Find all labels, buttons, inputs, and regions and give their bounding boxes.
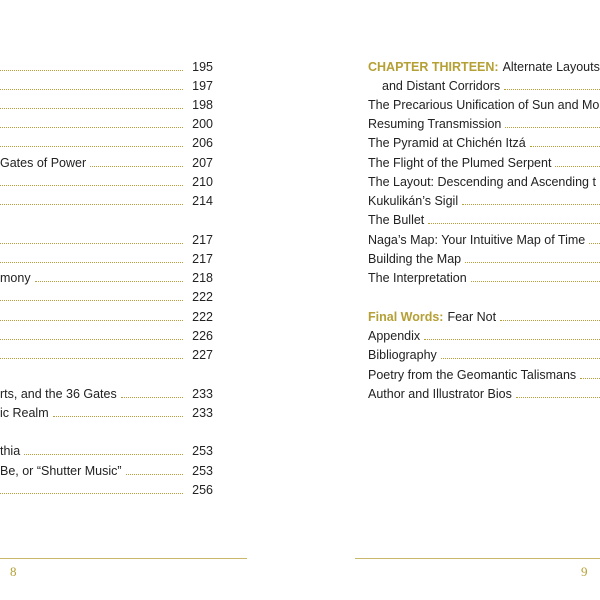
leader-dots [504,89,600,90]
toc-entry-page-number: 233 [192,406,213,420]
toc-entry-page-number: 222 [192,290,213,304]
leader-dots [0,108,183,109]
toc-entry-title: rts, and the 36 Gates [0,387,117,401]
toc-entry [368,269,600,288]
chapter-title: Alternate Layouts [502,60,600,74]
final-words-label: Final Words: [368,310,444,324]
toc-entry-page-number: 200 [192,117,213,131]
leader-dots [0,185,183,186]
toc-entry-title: The Precarious Unification of Sun and Mo [368,98,600,112]
leader-dots [505,127,600,128]
chapter-title-line2: and Distant Corridors [382,77,600,96]
toc-entry-page-number: 256 [192,483,213,497]
final-words-entry [368,308,600,327]
toc-entry [0,115,213,134]
toc-entry-page-number: 198 [192,98,213,112]
toc-entry [0,231,213,250]
left-page-number: 8 [10,564,17,579]
left-footer-rule [0,558,247,559]
toc-entry [0,288,213,307]
toc-entry [0,269,213,288]
leader-dots [428,223,600,224]
toc-entry-title: Gates of Power [0,156,87,170]
toc-entry-page-number: 217 [192,252,213,266]
toc-entry [0,134,213,153]
toc-entry [368,115,600,134]
toc-entry-title: ic Realm [0,406,49,420]
toc-entry [368,134,600,153]
toc-entry-title: The Interpretation [368,271,467,285]
leader-dots [441,358,600,359]
leader-dots [0,243,183,244]
leader-dots [126,474,183,475]
back-matter-entry [368,385,600,404]
toc-entry-title: The Layout: Descending and Ascending t [368,175,596,189]
leader-dots [35,281,183,282]
toc-entry-page-number: 197 [192,79,213,93]
toc-entry-title: Kukulikán’s Sigil [368,194,459,208]
right-page-number: 9 [581,564,588,579]
toc-entry [0,404,213,423]
toc-entry-page-number: 227 [192,348,213,362]
back-matter-entry-title: Poetry from the Geomantic Talismans [368,368,577,382]
toc-entry-page-number: 233 [192,387,213,401]
leader-dots [530,146,600,147]
leader-dots [465,262,600,263]
toc-entry-page-number: 253 [192,444,213,458]
toc-entry-page-number: 253 [192,464,213,478]
toc-entry-page-number: 218 [192,271,213,285]
toc-entry-page-number: 217 [192,233,213,247]
toc-entry [368,231,600,250]
leader-dots [0,127,183,128]
toc-entry-title: Be, or “Shutter Music” [0,464,122,478]
toc-entry [0,77,213,96]
toc-entry [0,96,213,115]
toc-entry-page-number: 222 [192,310,213,324]
toc-entry-title: The Pyramid at Chichén Itzá [368,136,526,150]
leader-dots [424,339,600,340]
leader-dots [0,70,183,71]
leader-dots [53,416,183,417]
toc-entry-page-number: 207 [192,156,213,170]
toc-entry [0,154,213,173]
toc-entry-title: Naga’s Map: Your Intuitive Map of Time [368,233,586,247]
toc-entry [368,173,600,192]
back-matter-entry-title: Appendix [368,329,421,343]
leader-dots [0,493,183,494]
leader-dots [471,281,600,282]
toc-entry-page-number: 195 [192,60,213,74]
leader-dots [589,243,600,244]
toc-entry-title: mony [0,271,31,285]
toc-entry [0,481,213,500]
toc-entry [368,250,600,269]
leader-dots [0,320,183,321]
leader-dots [0,300,183,301]
toc-entry-title: thia [0,444,21,458]
leader-dots [0,204,183,205]
leader-dots [462,204,600,205]
toc-entry [368,154,600,173]
toc-entry [0,327,213,346]
toc-entry-page-number: 214 [192,194,213,208]
leader-dots [0,146,183,147]
back-matter-entry [368,327,600,346]
chapter-label: CHAPTER THIRTEEN: [368,60,499,74]
final-words-title: Fear Not [447,310,497,324]
left-page [0,0,290,600]
toc-entry-page-number: 226 [192,329,213,343]
toc-entry [0,58,213,77]
leader-dots [580,378,600,379]
toc-entry [368,211,600,230]
toc-entry-title: The Bullet [368,213,425,227]
leader-dots [90,166,183,167]
toc-entry-title: Resuming Transmission [368,117,502,131]
toc-entry [0,192,213,211]
toc-entry [0,385,213,404]
back-matter-entry-title: Author and Illustrator Bios [368,387,512,401]
leader-dots [0,89,183,90]
back-matter-entry-title: Bibliography [368,348,437,362]
leader-dots [0,339,183,340]
leader-dots [516,397,600,398]
toc-entry [0,346,213,365]
right-footer-rule [355,558,600,559]
leader-dots [0,358,183,359]
toc-entry [0,308,213,327]
chapter-heading [368,58,600,77]
right-page [300,0,600,600]
back-matter-entry [368,346,600,365]
toc-entry-title: The Flight of the Plumed Serpent [368,156,552,170]
toc-entry [368,192,600,211]
leader-dots [121,397,183,398]
back-matter-entry [368,366,600,385]
leader-dots [24,454,183,455]
toc-entry [368,96,600,115]
toc-entry [0,462,213,481]
toc-entry [0,442,213,461]
leader-dots [500,320,600,321]
leader-dots [0,262,183,263]
toc-entry [0,173,213,192]
leader-dots [555,166,600,167]
toc-entry-title: Building the Map [368,252,462,266]
toc-entry-page-number: 210 [192,175,213,189]
toc-entry-page-number: 206 [192,136,213,150]
toc-entry [0,250,213,269]
